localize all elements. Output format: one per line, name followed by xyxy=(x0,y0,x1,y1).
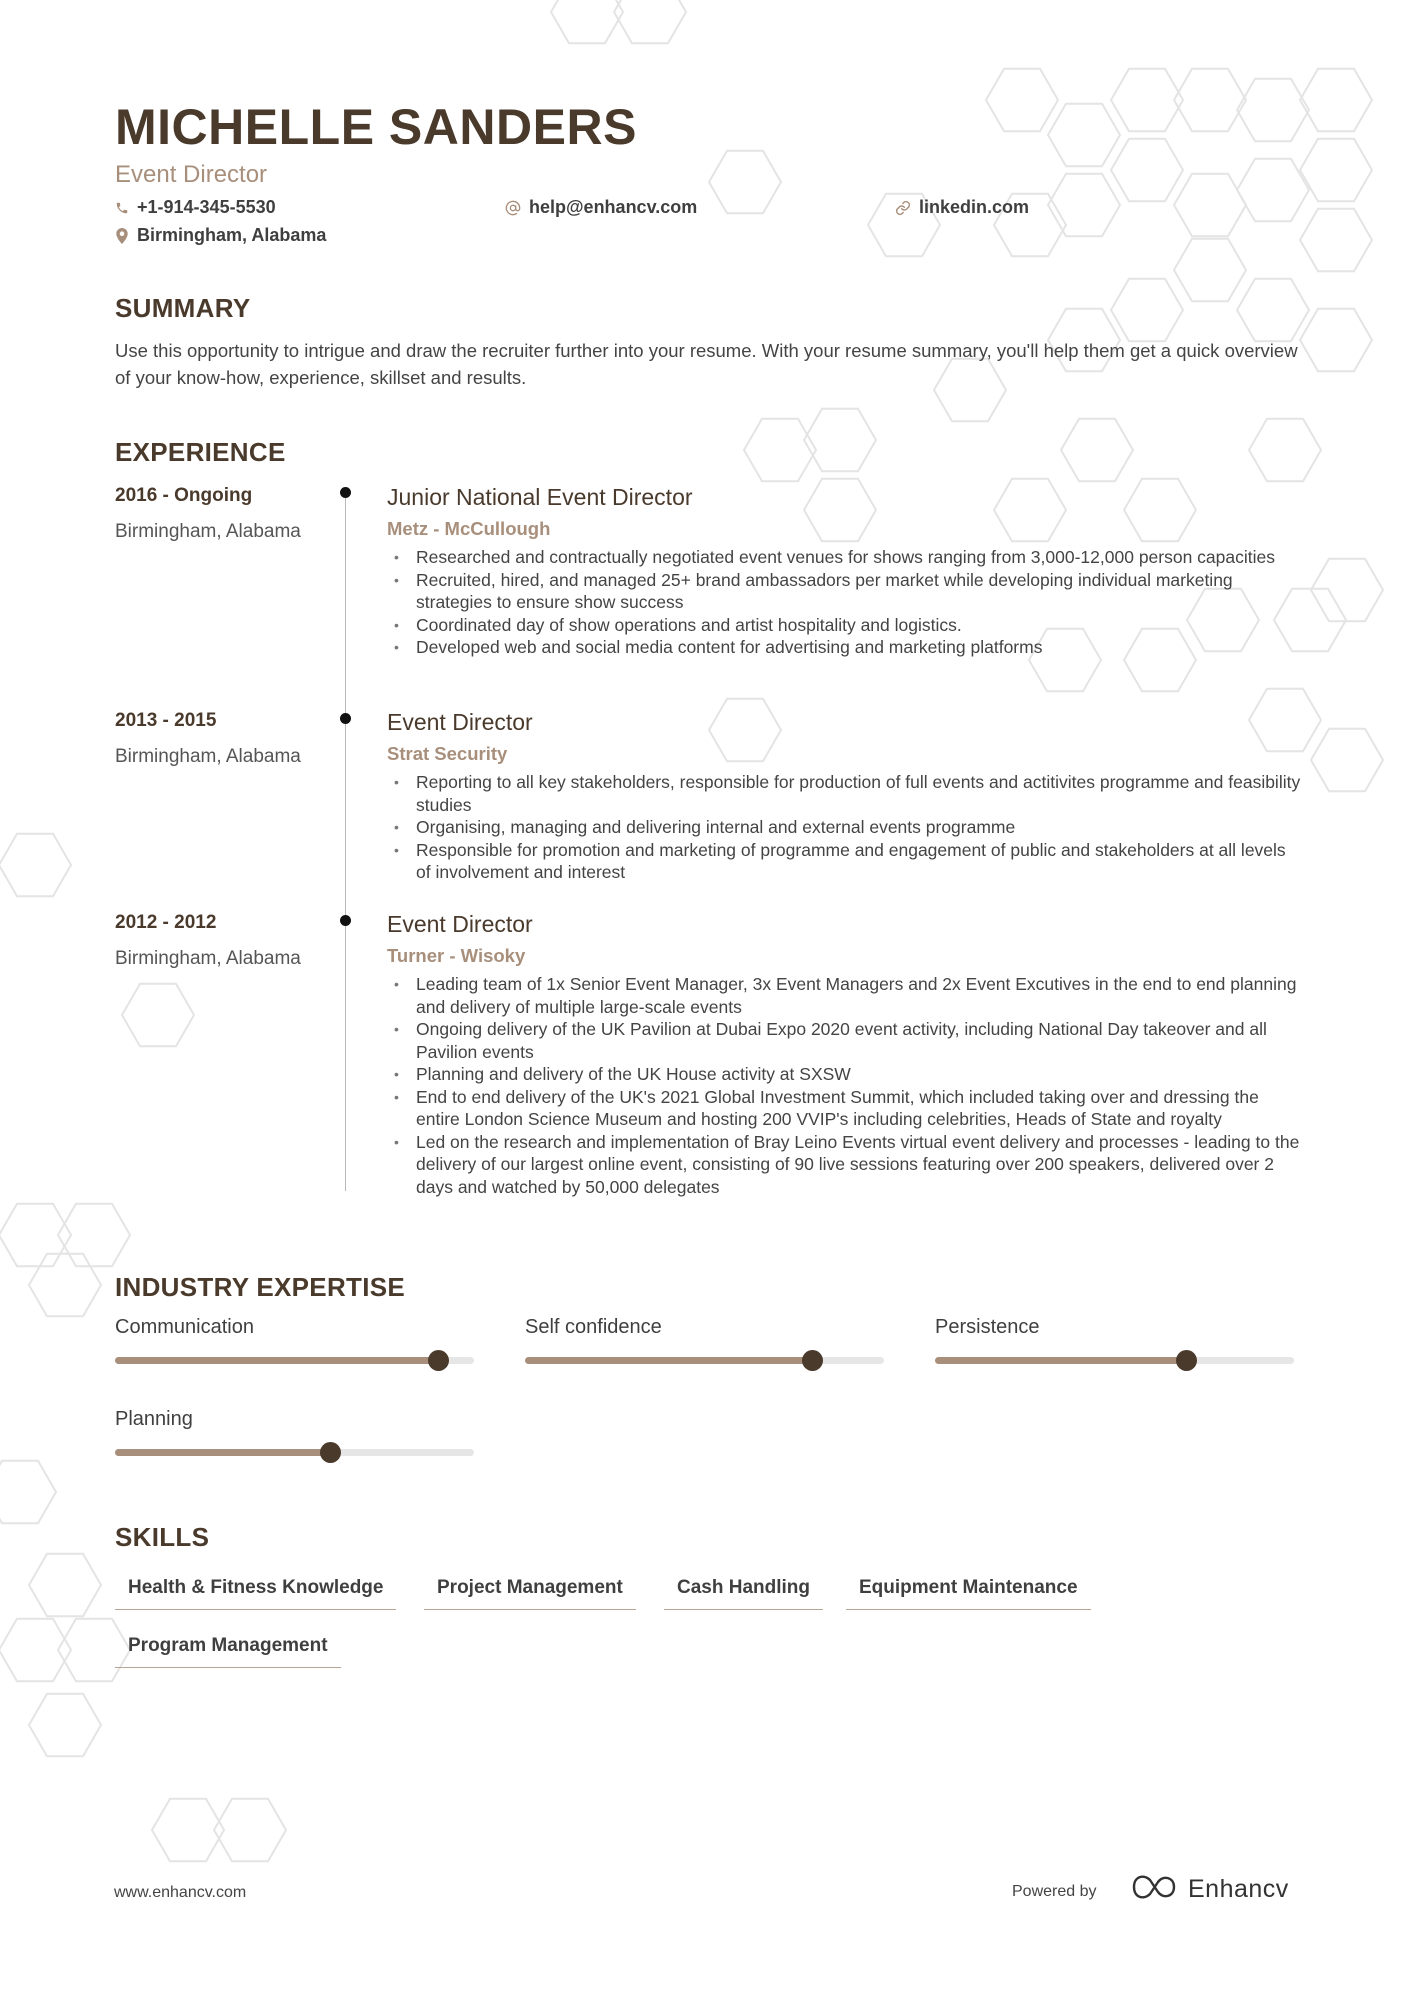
footer-url[interactable]: www.enhancv.com xyxy=(114,1884,247,1901)
job-bullet: • Planning and delivery of the UK House activity at SXSW xyxy=(387,1063,1305,1086)
expertise-label: Persistence xyxy=(935,1316,1040,1338)
skill-tag: Equipment Maintenance xyxy=(846,1577,1091,1610)
phone-text[interactable]: +1-914-345-5530 xyxy=(137,197,276,217)
job-bullet: • Led on the research and implementation of Bray Leino Events virtual event delivery and processes - leading to the delivery of our largest online event, consisting of 90 live sessions featuring over 200 speakers, delivered over 2 days and watched by 50,000 delegates xyxy=(387,1131,1305,1199)
enhancv-logo-icon xyxy=(1130,1874,1178,1905)
expertise-heading: INDUSTRY EXPERTISE xyxy=(115,1272,406,1302)
job-bullet: • End to end delivery of the UK's 2021 Global Investment Summit, which included taking over and dressing the entire London Science Museum and hosting 200 VVIP's including celebrities, Heads of State and royalty xyxy=(387,1086,1305,1131)
contact-location xyxy=(115,225,326,246)
job-bullets xyxy=(387,771,1305,884)
expertise-knob xyxy=(428,1350,449,1371)
expertise-slider xyxy=(525,1357,884,1364)
job-bullet: • Ongoing delivery of the UK Pavilion at Dubai Expo 2020 event activity, including National Day takeover and all Pavilion events xyxy=(387,1018,1305,1063)
expertise-label: Communication xyxy=(115,1316,254,1338)
job-title: Junior National Event Director xyxy=(387,484,693,510)
phone-icon xyxy=(115,201,129,215)
experience-heading: EXPERIENCE xyxy=(115,437,286,467)
skill-tag: Cash Handling xyxy=(664,1577,823,1610)
expertise-knob xyxy=(320,1442,341,1463)
expertise-fill xyxy=(525,1357,812,1364)
website-text[interactable]: linkedin.com xyxy=(919,197,1030,217)
link-icon xyxy=(895,200,911,216)
footer-brand-name: Enhancv xyxy=(1188,1875,1289,1903)
job-company: Strat Security xyxy=(387,743,508,764)
expertise-slider xyxy=(935,1357,1294,1364)
job-company: Metz - McCullough xyxy=(387,518,551,539)
summary-text: Use this opportunity to intrigue and draw the recruiter further into your resume. With your resume summary, you'll help them get a quick overview of your know-how, experience, skillset and results. xyxy=(115,340,1298,388)
job-location: Birmingham, Alabama xyxy=(115,948,301,969)
expertise-fill xyxy=(115,1357,438,1364)
job-title: Event Director xyxy=(387,911,533,937)
job-bullet: • Coordinated day of show operations and artist hospitality and logistics. xyxy=(387,614,1305,637)
expertise-fill xyxy=(115,1449,330,1456)
expertise-knob xyxy=(802,1350,823,1371)
skill-tag: Program Management xyxy=(115,1635,341,1668)
expertise-label: Planning xyxy=(115,1408,193,1430)
expertise-knob xyxy=(1176,1350,1197,1371)
job-date: 2012 - 2012 xyxy=(115,912,217,933)
contact-phone xyxy=(115,197,276,218)
summary-heading: SUMMARY xyxy=(115,293,251,323)
job-bullet: • Responsible for promotion and marketing of programme and engagement of public and stakeholders at all levels of involvement and interest xyxy=(387,839,1305,884)
timeline-dot xyxy=(340,713,351,724)
job-location: Birmingham, Alabama xyxy=(115,521,301,542)
job-location: Birmingham, Alabama xyxy=(115,746,301,767)
job-bullets xyxy=(387,546,1305,659)
job-date: 2013 - 2015 xyxy=(115,710,217,731)
job-bullet: • Leading team of 1x Senior Event Manager, 3x Event Managers and 2x Event Excutives in the end to end planning and delivery of multiple large-scale events xyxy=(387,973,1305,1018)
job-title: Event Director xyxy=(387,709,533,735)
candidate-name: MICHELLE SANDERS xyxy=(115,99,637,155)
contact-website xyxy=(895,197,1029,218)
candidate-role: Event Director xyxy=(115,161,268,188)
job-bullet: • Researched and contractually negotiated event venues for shows ranging from 3,000-12,000 person capacities xyxy=(387,546,1305,569)
job-date: 2016 - Ongoing xyxy=(115,485,253,506)
expertise-fill xyxy=(935,1357,1186,1364)
contact-email xyxy=(505,197,697,218)
at-icon xyxy=(505,200,521,216)
footer-brand-logo[interactable] xyxy=(1130,1874,1289,1905)
location-pin-icon xyxy=(115,228,129,244)
expertise-label: Self confidence xyxy=(525,1316,662,1338)
job-company: Turner - Wisoky xyxy=(387,945,526,966)
experience-timeline xyxy=(345,491,346,1191)
location-text: Birmingham, Alabama xyxy=(137,225,327,245)
job-bullet: • Organising, managing and delivering internal and external events programme xyxy=(387,816,1305,839)
job-bullets xyxy=(387,973,1305,1198)
skill-tag: Health & Fitness Knowledge xyxy=(115,1577,396,1610)
timeline-dot xyxy=(340,487,351,498)
timeline-dot xyxy=(340,915,351,926)
job-bullet: • Reporting to all key stakeholders, responsible for production of full events and actitivites programme and feasibility studies xyxy=(387,771,1305,816)
expertise-slider xyxy=(115,1449,474,1456)
skill-tag: Project Management xyxy=(424,1577,636,1610)
skills-heading: SKILLS xyxy=(115,1522,210,1552)
email-text[interactable]: help@enhancv.com xyxy=(529,197,698,217)
job-bullet: • Recruited, hired, and managed 25+ brand ambassadors per market while developing individual marketing strategies to ensure show success xyxy=(387,569,1305,614)
job-bullet: • Developed web and social media content for advertising and marketing platforms xyxy=(387,636,1305,659)
expertise-slider xyxy=(115,1357,474,1364)
footer-powered-by: Powered by xyxy=(1012,1883,1097,1900)
